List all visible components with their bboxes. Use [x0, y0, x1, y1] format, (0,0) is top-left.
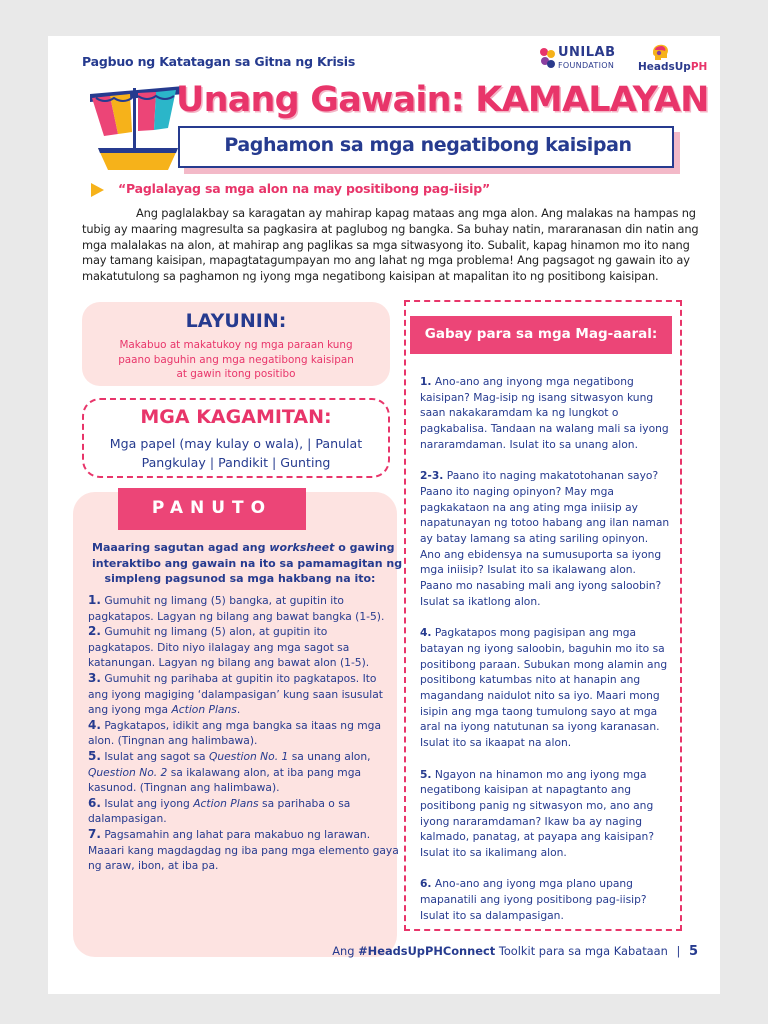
kagamitan-list: Mga papel (may kulay o wala), | Panulat Pangkulay | Pandikit | Gunting	[109, 436, 363, 470]
page-number: 5	[688, 944, 698, 959]
intro-line: tubig ay maaring magresulta sa pagkasira at paglubog ng bangka. Sa buhay natin, mararanasan din natin ang	[82, 221, 699, 236]
document-page	[48, 36, 720, 994]
page-subtitle: Paghamon sa mga negatibong kaisipan	[224, 134, 632, 156]
list-item: 2. Gumuhit ng limang (5) alon, at gupitin ito	[88, 624, 328, 639]
headsupph-logo	[638, 44, 718, 76]
unilab-wordmark: UNILAB	[558, 45, 616, 60]
layunin-text: Makabuo at makatukoy ng mga paraan kung paano baguhin ang mga negatibong kaisipan at gawin itong positibo	[118, 339, 354, 380]
gabay-questions: 1. Ano-ano ang inyong mga negatibong kaisipan? Mag-isip ng isang sitwasyon kung saan nakakaramdam ka ng lungkot o pagkabalisa. Tandaan na walang mali sa iyong nararamdaman. Isulat ito sa unang alon. 2-3. Paano ito naging makatotohanan sayo? Paano ito naging opinyon? May mga pagkakataon na ang ating mga iniisip ay napatunayan ng totoo habang ang ilan naman ay batay lamang sa ating sariling opinyon. Ano ang ebidensya na sumusuporta sa iyong mga iniisip? Isulat ito sa ikalawang alon. Paano mo nasabing mali ang iyong saloobin? Isulat sa ikatlong alon. 4. Pagkatapos mong pagisipan ang mga batayan ng iyong saloobin, baguhin mo ito sa positibong paraan. Subukan mong alamin ang positibong katumbas nito at hanapin ang magandang naidulot nito sa iyo. Maari mong isipin ang mga taong tumulong sayo at mga aral na iyong natutunan sa iyong karanasan. Isulat ito sa ikaapat na alon. 5. Ngayon na hinamon mo ang iyong mga negatibong kaisipan at napagtanto ang positibong panig ng sitwasyon mo, ano ang iyong nararamdaman? Ikaw ba ay naging kalmado, panatag, at payapa ang kaisipan? Isulat ito sa ikalimang alon. 6. Ano-ano ang iyong mga plano upang mapanatili ang iyong positibong pag-iisip? Isulat ito sa dalampasigan.	[420, 374, 672, 924]
panuto-intro: Maaaring sagutan agad ang worksheet o gawing interaktibo ang gawain na ito sa pamamagitan ng simpleng pagsunod sa mga hakbang na ito:	[92, 541, 403, 585]
unilab-foundation-logo	[540, 45, 632, 75]
layunin-heading: LAYUNIN:	[185, 310, 287, 332]
gabay-heading: Gabay para sa mga Mag-aaral:	[424, 326, 658, 342]
list-item: 5. Ngayon na hinamon mo ang iyong mga	[420, 767, 647, 781]
page-title: Unang Gawain: KAMALAYAN	[176, 80, 709, 120]
list-item: 4. Pagkatapos, idikit ang mga bangka sa itaas ng mga	[88, 717, 381, 732]
unilab-foundation-text: FOUNDATION	[558, 61, 615, 70]
intro-line: mga malalakas na alon, at mahirap ang paglikas sa mga sitwasyong ito. Subalit, kapag hinamon mo ito nang	[82, 237, 690, 252]
list-item: 4. Pagkatapos mong pagisipan ang mga	[420, 626, 637, 640]
intro-paragraph	[82, 206, 699, 285]
kagamitan-box	[82, 398, 390, 478]
boat-illustration	[88, 78, 188, 178]
intro-line: makatutulong sa paghamon ng iyong mga negatibong kaisipan at mapalitan ito ng positibong kaisipan.	[82, 269, 659, 284]
unilab-mark-icon	[540, 48, 556, 70]
list-item: 1. Gumuhit ng limang (5) bangka, at gupitin ito	[88, 593, 344, 607]
list-item: 6. Ano-ano ang iyong mga plano upang	[420, 877, 633, 891]
panuto-banner	[118, 488, 306, 530]
quote-text: “Paglalayag sa mga alon na may positibong pag-iisip”	[118, 181, 490, 196]
intro-line: Ang paglalakbay sa karagatan ay mahirap kapag mataas ang mga alon. Ang malakas na hampas ng	[136, 206, 696, 220]
list-item: 6. Isulat ang iyong Action Plans sa parihaba o sa	[88, 795, 351, 810]
layunin-box	[82, 302, 390, 386]
panuto-steps: 1. Gumuhit ng limang (5) bangka, at gupitin ito pagkatapos. Lagyan ng bilang ang bawat bangka (1-5). 2. Gumuhit ng limang (5) alon, at gupitin ito pagkatapos. Dito niyo ilalagay ang mga sagot sa katanungan. Lagyan ng bilang ang bawat alon (1-5). 3. Gumuhit ng parihaba at gupitin ito pagkatapos. Ito ang iyong magiging ‘dalampasigan’ kung saan isusulat ang iyong mga Action Plans. 4. Pagkatapos, idikit ang mga bangka sa itaas ng mga alon. (Tingnan ang halimbawa). 5. Isulat ang sagot sa Question No. 1 sa unang alon, Question No. 2 sa ikalawang alon, at iba pang mga kasunod. (Tingnan ang halimbawa). 6. Isulat ang iyong Action Plans sa parihaba o sa dalampasigan. 7. Pagsamahin ang lahat para makabuo ng larawan. Maaari kang magdagdag ng iba pang mga elemento gaya ng araw, ibon, at iba pa.	[88, 593, 399, 873]
panuto-heading: PANUTO	[151, 498, 273, 518]
kagamitan-heading: MGA KAGAMITAN:	[140, 406, 332, 428]
triangle-arrow-icon	[91, 183, 104, 197]
list-item: 2-3. Paano ito naging makatotohanan sayo?	[420, 469, 659, 483]
subtitle-box	[178, 126, 674, 168]
list-item: 7. Pagsamahin ang lahat para makabuo ng larawan.	[88, 826, 371, 841]
list-item: 3. Gumuhit ng parihaba at gupitin ito pagkatapos. Ito	[88, 670, 377, 685]
running-header: Pagbuo ng Katatagan sa Gitna ng Krisis	[82, 54, 356, 69]
brain-head-icon	[650, 44, 670, 60]
list-item: 1. Ano-ano ang inyong mga negatibong	[420, 375, 634, 388]
list-item: 5. Isulat ang sagot sa Question No. 1 sa unang alon,	[88, 748, 371, 763]
page-footer: Ang #HeadsUpPHConnect Toolkit para sa mga Kabataan | 5	[332, 944, 698, 959]
headsupph-wordmark: HeadsUpPH	[638, 61, 708, 73]
gabay-banner	[410, 316, 672, 354]
intro-line: may tamang kaisipan, mapagtatagumpayan mo ang lahat ng mga problema! Ang pagsagot ng gawain ito ay	[82, 253, 690, 268]
